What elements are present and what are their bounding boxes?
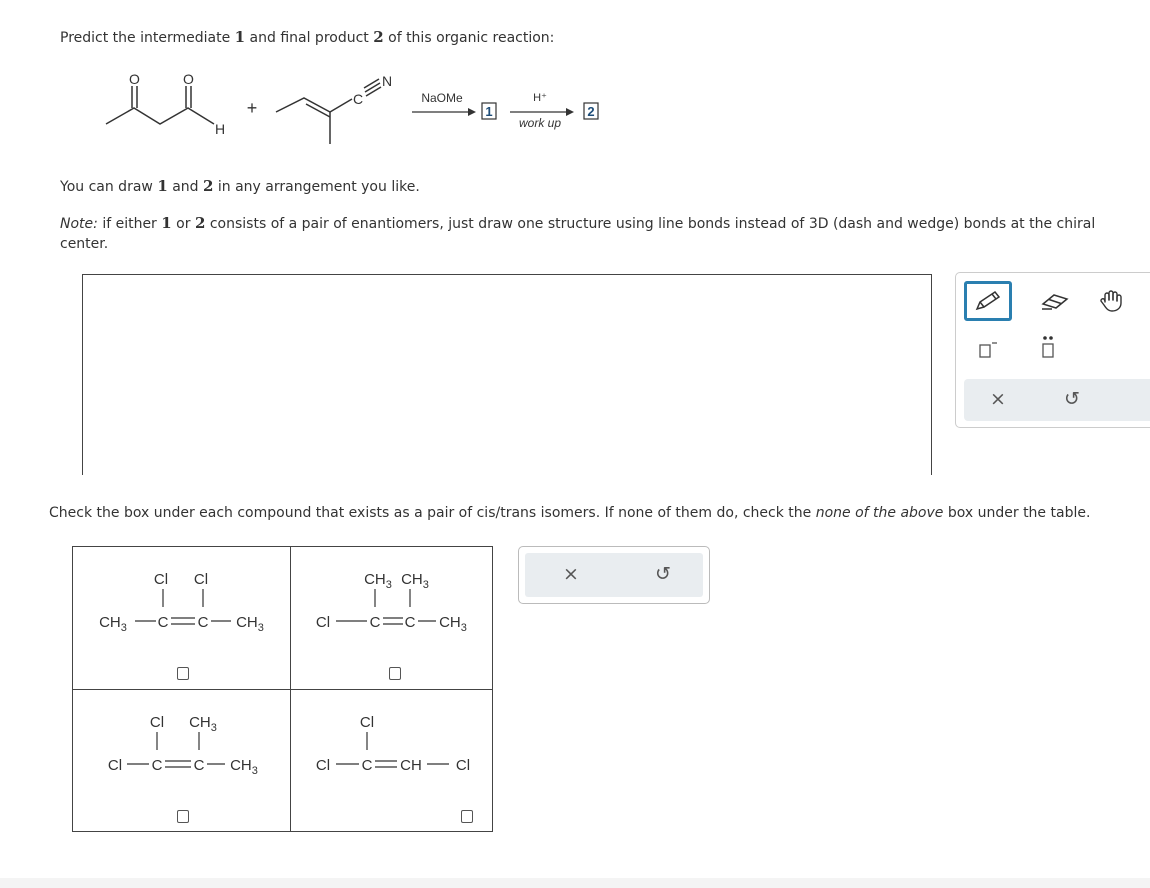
undo-icon: ↺: [655, 563, 671, 585]
carbon-label: C: [197, 614, 209, 631]
carbon-label: C: [361, 757, 373, 774]
toolbar-action-bar: [964, 379, 1150, 421]
substituent-label: $CH_3$: [401, 571, 429, 591]
substituent-label: $CH_3$: [364, 571, 392, 591]
close-icon: ×: [563, 563, 579, 585]
substituent-label: Cl: [359, 714, 375, 731]
substituent-label: $CH_3$: [439, 614, 467, 634]
eraser-tool-button[interactable]: [1038, 285, 1072, 317]
hand-icon: [1098, 289, 1124, 313]
question-prompt: [60, 28, 554, 46]
workup-note: work up: [518, 116, 562, 130]
substituent-label: Cl: [315, 757, 331, 774]
compound-cell: [73, 547, 283, 689]
page-footer-strip: [0, 878, 1150, 888]
answer-controls: [518, 546, 710, 604]
product-number: 2: [373, 28, 384, 46]
undo-drawing-button[interactable]: [1064, 388, 1080, 410]
product-box-label: 2: [587, 104, 595, 119]
compounds-table: [72, 546, 493, 832]
charge-tool-button[interactable]: [974, 335, 1002, 363]
substituent-label: Cl: [315, 614, 331, 631]
intermediate-number: 1: [234, 28, 246, 46]
compound-cell: [291, 547, 501, 689]
substituent-label: Cl: [153, 571, 169, 588]
note-number: 2: [194, 214, 206, 232]
reagent-naome: NaOMe: [421, 91, 463, 105]
prompt-text: and final product: [249, 30, 369, 46]
substituent-label: Cl: [149, 714, 165, 731]
compound-checkbox[interactable]: [177, 810, 189, 823]
carbon-label: C: [369, 614, 381, 631]
prompt-text: Check the box under each compound that exists as a pair of cis/trans isomers. If none of them do, check the: [49, 505, 812, 521]
move-tool-button[interactable]: [1094, 285, 1128, 317]
compound-checkbox[interactable]: [389, 667, 401, 680]
drawing-toolbar: [955, 272, 1150, 428]
undo-icon: ↺: [1064, 388, 1080, 410]
prompt-text: Predict the intermediate: [60, 30, 231, 46]
carbon-label: CH: [400, 757, 422, 774]
plus-sign: +: [246, 98, 258, 118]
pencil-tool-button[interactable]: [964, 281, 1012, 321]
note-text: or: [176, 216, 191, 232]
carbon-label: C: [151, 757, 163, 774]
instruction-text: in any arrangement you like.: [217, 179, 420, 195]
carbon-label: C: [352, 91, 364, 107]
substituent-label: Cl: [193, 571, 209, 588]
lone-pair-icon: [1038, 335, 1058, 361]
instruction-number: 2: [203, 177, 214, 195]
prompt-italic: none of the above: [815, 505, 944, 521]
intermediate-box-label: 1: [485, 104, 493, 119]
arrangement-instruction: [60, 177, 420, 195]
compound-checkbox[interactable]: [177, 667, 189, 680]
reaction-scheme: [90, 66, 610, 156]
substituent-label: Cl: [455, 757, 471, 774]
substituent-label: $CH_3$: [236, 614, 264, 634]
substituent-label: $CH_3$: [189, 714, 217, 734]
compound-checkbox[interactable]: [461, 810, 473, 823]
undo-answer-button[interactable]: [655, 563, 671, 585]
prompt-text: of this organic reaction:: [388, 30, 555, 46]
carbon-label: C: [404, 614, 416, 631]
substituent-label: $CH_3$: [99, 614, 127, 634]
note-number: 1: [161, 214, 172, 232]
instruction-text: You can draw: [60, 179, 153, 195]
carbon-label: C: [157, 614, 169, 631]
compound-cell: [73, 690, 283, 832]
clear-drawing-button[interactable]: [990, 388, 1006, 410]
keto-aldehyde-structure: [106, 86, 214, 124]
eraser-icon: [1040, 291, 1070, 311]
note-text: if either: [102, 216, 157, 232]
drawing-canvas[interactable]: [82, 274, 932, 475]
prompt-text: box under the table.: [947, 505, 1091, 521]
clear-answer-button[interactable]: [563, 563, 579, 585]
nitrogen-label: N: [381, 73, 393, 89]
pencil-icon: [973, 290, 1003, 312]
charge-icon: [976, 338, 1000, 360]
answer-action-bar: [525, 553, 703, 597]
close-icon: ×: [990, 388, 1006, 410]
oxygen-label: O: [183, 71, 194, 87]
nitrile-structure: [276, 79, 381, 144]
instruction-text: and: [172, 179, 199, 195]
enantiomer-note: [60, 213, 1120, 254]
instruction-number: 1: [157, 177, 168, 195]
oxygen-label: O: [129, 71, 140, 87]
reagent-acid: H⁺: [533, 92, 547, 104]
substituent-label: $CH_3$: [230, 757, 258, 777]
lone-pair-tool-button[interactable]: [1034, 333, 1062, 363]
substituent-label: Cl: [107, 757, 123, 774]
compound-cell: [291, 690, 501, 832]
note-text: consists of a pair of enantiomers, just draw one structure using line bonds instead of 3D (dash and wedge) bonds at the chiral center.: [60, 216, 1096, 252]
note-label: Note:: [60, 216, 98, 232]
carbon-label: C: [193, 757, 205, 774]
cis-trans-prompt: [49, 505, 1090, 521]
hydrogen-label: H: [214, 121, 226, 137]
